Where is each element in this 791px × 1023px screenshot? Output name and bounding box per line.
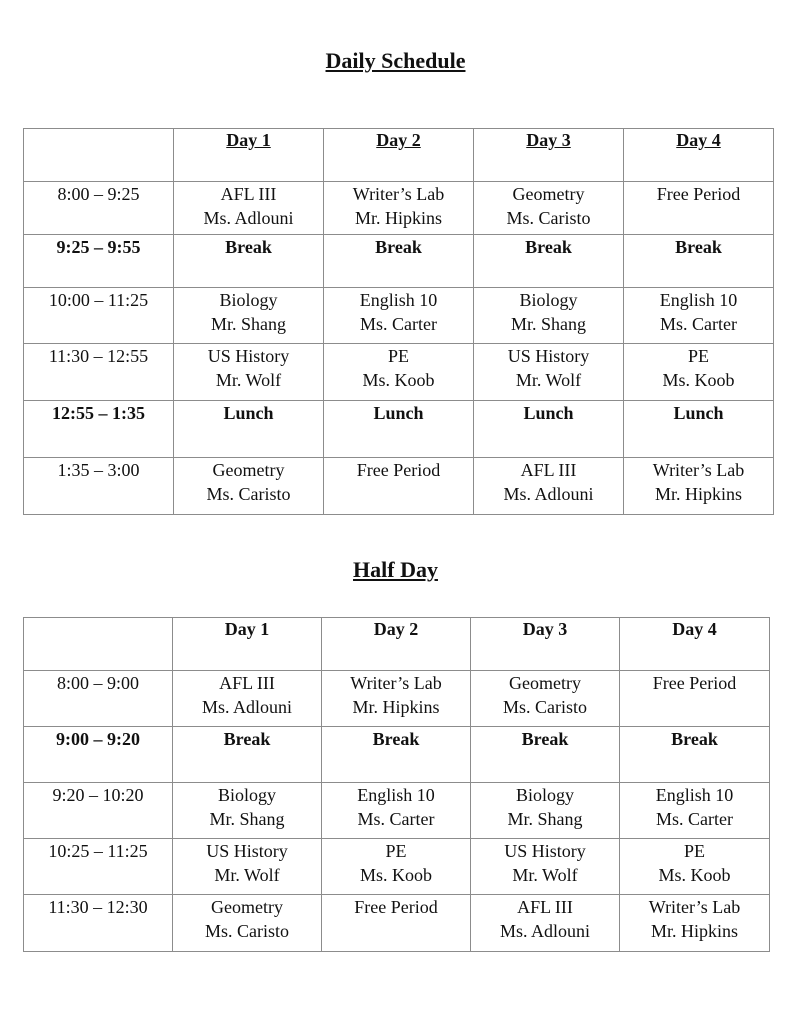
time-label: 10:00 – 11:25 (48, 290, 149, 310)
subject-label: Break (675, 237, 722, 257)
class-cell (474, 344, 624, 401)
class-cell (620, 839, 770, 895)
time-label: 11:30 – 12:30 (48, 897, 148, 917)
day-header-cell (174, 129, 324, 182)
teacher-label: Ms. Adlouni (499, 920, 591, 941)
day-header-cell (173, 618, 322, 671)
time-label: 9:00 – 9:20 (56, 729, 140, 749)
header-blank-cell (24, 129, 174, 182)
class-cell (174, 182, 324, 235)
day-label: Day 2 (373, 619, 419, 639)
class-cell (174, 458, 324, 515)
subject-label: AFL III (517, 897, 573, 917)
subject-label: PE (683, 841, 705, 861)
class-cell (620, 727, 770, 783)
teacher-label: Mr. Hipkins (354, 207, 442, 228)
class-cell (620, 895, 770, 952)
subject-label: Geometry (211, 897, 283, 917)
schedule-row (24, 783, 770, 839)
class-cell (474, 288, 624, 344)
subject-label: English 10 (659, 290, 738, 310)
class-cell (173, 895, 322, 952)
subject-label: Lunch (373, 403, 424, 423)
subject-label: Writer’s Lab (648, 897, 741, 917)
subject-label: Lunch (673, 403, 724, 423)
schedule-row (24, 895, 770, 952)
teacher-label: Ms. Adlouni (203, 207, 294, 228)
teacher-label: Mr. Hipkins (654, 483, 742, 504)
subject-label: US History (207, 346, 290, 366)
teacher-label: Ms. Koob (658, 864, 731, 885)
subject-label: Break (223, 729, 271, 749)
time-cell (24, 783, 173, 839)
class-cell (620, 783, 770, 839)
subject-label: PE (687, 346, 709, 366)
subject-label: Free Period (354, 897, 438, 917)
day-label: Day 2 (376, 130, 421, 150)
subject-label: Geometry (212, 460, 285, 480)
schedule-row (24, 458, 774, 515)
class-cell (624, 182, 774, 235)
time-cell (24, 458, 174, 515)
class-cell (471, 839, 620, 895)
subject-label: English 10 (357, 785, 435, 805)
subject-label: Free Period (356, 460, 441, 480)
class-cell (322, 839, 471, 895)
class-cell (474, 235, 624, 288)
day-label: Day 3 (522, 619, 568, 639)
time-cell (24, 288, 174, 344)
subject-label: Writer’s Lab (352, 184, 445, 204)
schedule-row (24, 182, 774, 235)
daily-schedule-title: Daily Schedule (325, 48, 466, 73)
schedule-row (24, 401, 774, 458)
half-day-table (23, 617, 770, 952)
time-label: 10:25 – 11:25 (48, 841, 148, 861)
day-label: Day 1 (226, 130, 271, 150)
class-cell (174, 401, 324, 458)
time-cell (24, 401, 174, 458)
class-cell (474, 458, 624, 515)
subject-label: Lunch (523, 403, 574, 423)
teacher-label: Ms. Caristo (204, 920, 289, 941)
teacher-label: Ms. Caristo (506, 207, 591, 228)
day-header-cell (322, 618, 471, 671)
subject-label: US History (507, 346, 590, 366)
teacher-label: Ms. Caristo (206, 483, 291, 504)
class-cell (471, 671, 620, 727)
time-cell (24, 727, 173, 783)
subject-label: Break (375, 237, 422, 257)
time-label: 9:25 – 9:55 (56, 237, 141, 257)
class-cell (174, 235, 324, 288)
time-label: 8:00 – 9:25 (57, 184, 140, 204)
day-label: Day 4 (672, 619, 717, 639)
teacher-label: Mr. Shang (209, 808, 285, 829)
class-cell (620, 671, 770, 727)
subject-label: Lunch (223, 403, 274, 423)
schedule-row (24, 344, 774, 401)
class-cell (173, 671, 322, 727)
subject-label: US History (504, 841, 586, 861)
time-label: 1:35 – 3:00 (57, 460, 140, 480)
class-cell (322, 727, 471, 783)
day-header-cell (324, 129, 474, 182)
subject-label: Biology (217, 785, 276, 805)
day-header-cell (620, 618, 770, 671)
time-cell (24, 671, 173, 727)
subject-label: Break (372, 729, 420, 749)
class-cell (173, 783, 322, 839)
teacher-label: Ms. Koob (359, 864, 432, 885)
teacher-label: Ms. Carter (660, 313, 737, 334)
teacher-label: Ms. Koob (362, 369, 435, 390)
teacher-label: Mr. Shang (210, 313, 286, 334)
subject-label: Biology (519, 290, 578, 310)
time-cell (24, 344, 174, 401)
time-label: 9:20 – 10:20 (52, 785, 144, 805)
subject-label: Break (521, 729, 569, 749)
daily-schedule-table (23, 128, 774, 515)
subject-label: AFL III (219, 673, 275, 693)
time-label: 12:55 – 1:35 (52, 403, 145, 423)
teacher-label: Ms. Koob (662, 369, 735, 390)
schedule-row (24, 727, 770, 783)
subject-label: Break (525, 237, 572, 257)
day-label: Day 3 (526, 130, 571, 150)
teacher-label: Mr. Wolf (512, 864, 578, 885)
class-cell (624, 235, 774, 288)
subject-label: Break (225, 237, 272, 257)
schedule-row (24, 671, 770, 727)
day-label: Day 4 (676, 130, 721, 150)
class-cell (173, 839, 322, 895)
subject-label: Geometry (512, 184, 585, 204)
time-label: 8:00 – 9:00 (56, 673, 139, 693)
class-cell (624, 458, 774, 515)
time-cell (24, 182, 174, 235)
daily-header-row (24, 129, 774, 182)
schedule-row (24, 288, 774, 344)
class-cell (173, 727, 322, 783)
subject-label: PE (385, 841, 407, 861)
class-cell (324, 288, 474, 344)
day-header-cell (624, 129, 774, 182)
class-cell (174, 288, 324, 344)
class-cell (322, 671, 471, 727)
teacher-label: Ms. Carter (360, 313, 437, 334)
day-header-cell (474, 129, 624, 182)
class-cell (322, 783, 471, 839)
teacher-label: Mr. Shang (510, 313, 586, 334)
subject-label: Writer’s Lab (652, 460, 745, 480)
class-cell (324, 401, 474, 458)
class-cell (471, 895, 620, 952)
teacher-label: Ms. Adlouni (503, 483, 594, 504)
teacher-label: Ms. Carter (656, 808, 733, 829)
teacher-label: Ms. Carter (357, 808, 435, 829)
class-cell (322, 895, 471, 952)
header-blank-cell (24, 618, 173, 671)
teacher-label: Mr. Wolf (515, 369, 582, 390)
subject-label: Free Period (656, 184, 741, 204)
class-cell (474, 182, 624, 235)
class-cell (624, 344, 774, 401)
class-cell (324, 458, 474, 515)
class-cell (471, 727, 620, 783)
teacher-label: Mr. Shang (507, 808, 583, 829)
schedule-row (24, 839, 770, 895)
class-cell (474, 401, 624, 458)
class-cell (174, 344, 324, 401)
time-cell (24, 895, 173, 952)
time-label: 11:30 – 12:55 (48, 346, 149, 366)
subject-label: Free Period (652, 673, 737, 693)
class-cell (324, 235, 474, 288)
subject-label: Break (671, 729, 718, 749)
teacher-label: Mr. Wolf (214, 864, 280, 885)
class-cell (324, 182, 474, 235)
subject-label: Geometry (509, 673, 581, 693)
teacher-label: Ms. Caristo (502, 696, 587, 717)
subject-label: English 10 (655, 785, 734, 805)
class-cell (471, 783, 620, 839)
subject-label: Biology (219, 290, 278, 310)
subject-label: AFL III (520, 460, 577, 480)
half-header-row (24, 618, 770, 671)
class-cell (624, 401, 774, 458)
teacher-label: Mr. Hipkins (352, 696, 440, 717)
class-cell (324, 344, 474, 401)
subject-label: US History (206, 841, 288, 861)
subject-label: Biology (515, 785, 574, 805)
class-cell (624, 288, 774, 344)
subject-label: English 10 (359, 290, 438, 310)
teacher-label: Mr. Hipkins (650, 920, 738, 941)
time-cell (24, 839, 173, 895)
day-label: Day 1 (224, 619, 270, 639)
subject-label: PE (387, 346, 409, 366)
subject-label: AFL III (220, 184, 277, 204)
time-cell (24, 235, 174, 288)
schedule-row (24, 235, 774, 288)
teacher-label: Mr. Wolf (215, 369, 282, 390)
teacher-label: Ms. Adlouni (201, 696, 293, 717)
half-day-title: Half Day (353, 557, 438, 582)
day-header-cell (471, 618, 620, 671)
subject-label: Writer’s Lab (350, 673, 442, 693)
